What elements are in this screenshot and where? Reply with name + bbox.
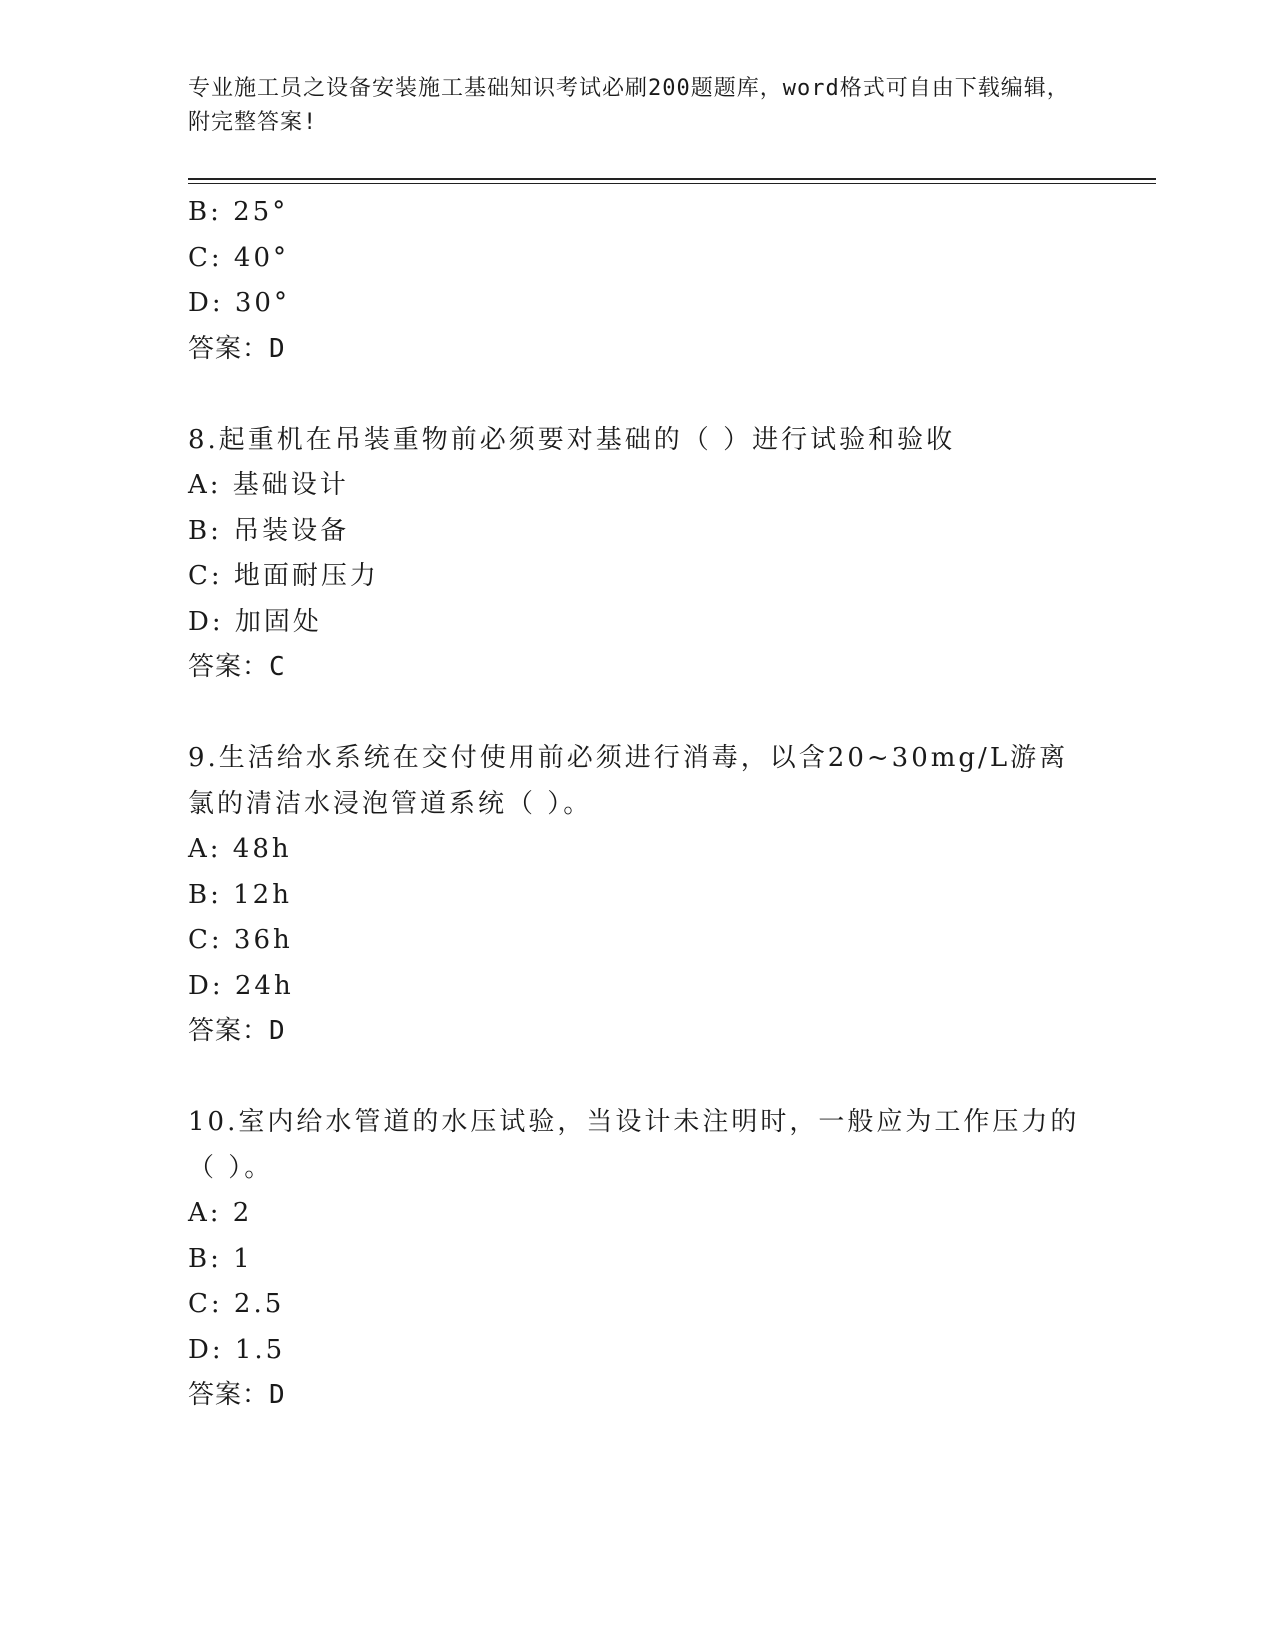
option-d: D: 加固处 xyxy=(188,606,322,637)
option-d: D: 24h xyxy=(188,970,294,1001)
spacer xyxy=(188,691,1088,737)
option-a: A: 2 xyxy=(188,1198,253,1228)
document-header: 专业施工员之设备安装施工基础知识考试必刷200题题库，word格式可自由下载编辑，附完整答案! xyxy=(188,76,1070,135)
option-c: C: 36h xyxy=(188,925,293,955)
header-divider-thick xyxy=(188,178,1156,180)
question-text: 8.起重机在吊装重物前必须要对基础的（ ）进行试验和验收 xyxy=(188,424,956,455)
option-b: B: 12h xyxy=(188,879,292,910)
question-text: 10.室内给水管道的水压试验，当设计未注明时，一般应为工作压力的（ ）。 xyxy=(188,1107,1080,1183)
option-a: A: 基础设计 xyxy=(188,470,349,500)
answer-line: 答案：D xyxy=(188,1380,286,1410)
question-text: 9.生活给水系统在交付使用前必须进行消毒，以含20~30mg/L游离氯的清洁水浸泡管道系统（ ）。 xyxy=(188,743,1069,819)
question-8 xyxy=(188,418,1088,691)
spacer xyxy=(188,1055,1088,1101)
answer-line: 答案：D xyxy=(188,333,286,364)
question-10 xyxy=(188,1100,1088,1419)
answer-line: 答案：D xyxy=(188,1016,286,1046)
header-divider-thin xyxy=(188,183,1156,184)
option-b: B: 吊装设备 xyxy=(188,515,350,546)
question-9 xyxy=(188,736,1088,1055)
option-d: D: 30° xyxy=(188,288,290,318)
question-fragment xyxy=(188,190,1088,372)
answer-line: 答案：C xyxy=(188,652,286,682)
option-c: C: 2.5 xyxy=(188,1289,285,1319)
option-c: C: 40° xyxy=(188,242,290,273)
option-a: A: 48h xyxy=(188,834,292,864)
option-b: B: 1 xyxy=(188,1243,253,1274)
option-c: C: 地面耐压力 xyxy=(188,561,379,591)
option-b: B: 25° xyxy=(188,197,289,227)
spacer xyxy=(188,372,1088,418)
question-list xyxy=(188,190,1088,1419)
option-d: D: 1.5 xyxy=(188,1334,286,1365)
